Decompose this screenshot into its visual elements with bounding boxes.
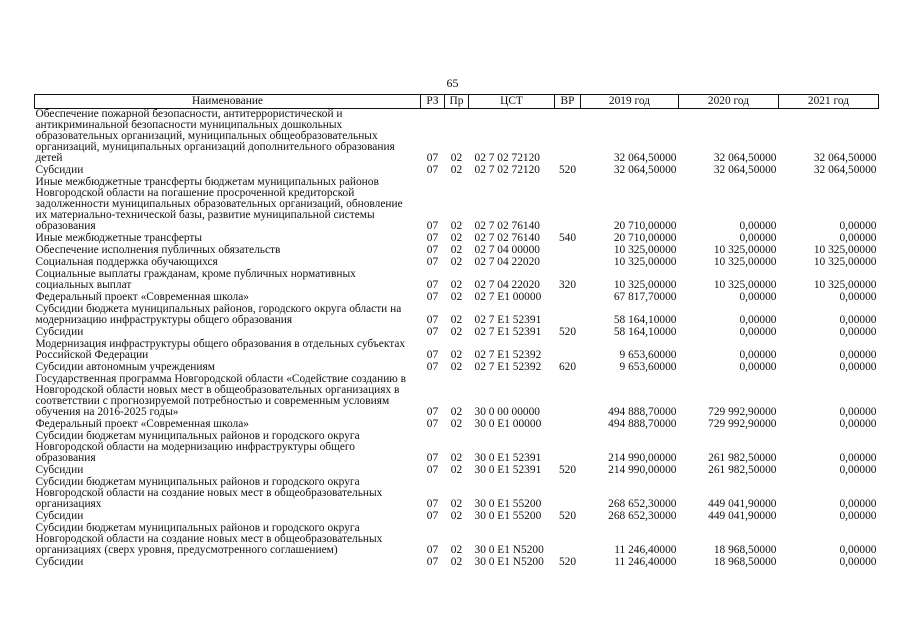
header-rz: РЗ — [421, 95, 445, 109]
row-vr: 520 — [558, 556, 577, 568]
row-rz: 07 — [426, 232, 439, 244]
row-vr — [555, 177, 581, 233]
row-name: Обеспечение исполнения публичных обязательств — [35, 244, 281, 256]
table-row — [35, 557, 879, 569]
row-2021: 0,00000 — [839, 498, 877, 510]
row-rz: 07 — [426, 314, 439, 326]
row-2021: 0,00000 — [839, 232, 877, 244]
row-name: Субсидии — [35, 464, 84, 476]
row-cst: 30 0 E1 00000 — [474, 418, 542, 430]
row-vr: 520 — [558, 164, 577, 176]
row-vr — [555, 245, 581, 257]
row-2019: 11 246,40000 — [614, 556, 677, 568]
row-cst: 02 7 04 00000 — [474, 244, 540, 256]
row-2019: 58 164,10000 — [613, 314, 677, 326]
row-2021: 0,00000 — [839, 291, 877, 303]
row-cst: 02 7 E1 52391 — [474, 326, 542, 338]
row-2019: 10 325,00000 — [613, 256, 677, 268]
row-2019: 9 653,60000 — [619, 349, 677, 361]
row-2019: 9 653,60000 — [619, 361, 677, 373]
header-2020: 2020 год — [679, 95, 779, 109]
row-name: Обеспечение пожарной безопасности, антитеррористической и антикриминальной безопасности муниципальных дошкольных образовательных организаций, муниципальных общеобразовательных организаций, муниципальных организаций дополнительного образования детей — [35, 108, 395, 164]
row-rz: 07 — [426, 326, 439, 338]
row-rz: 07 — [426, 406, 439, 418]
row-pr: 02 — [450, 220, 463, 232]
table-row — [35, 304, 879, 327]
row-pr: 02 — [450, 464, 463, 476]
row-vr — [555, 419, 581, 431]
row-2021: 0,00000 — [839, 544, 877, 556]
row-2020: 0,00000 — [739, 314, 777, 326]
row-cst: 02 7 E1 52392 — [474, 361, 542, 373]
table-body — [35, 109, 879, 570]
row-2019: 67 817,70000 — [613, 291, 677, 303]
row-2020: 0,00000 — [739, 349, 777, 361]
row-pr: 02 — [450, 152, 463, 164]
row-2021: 32 064,50000 — [813, 152, 877, 164]
row-pr: 02 — [450, 256, 463, 268]
row-2019: 214 990,00000 — [608, 452, 677, 464]
row-rz: 07 — [426, 256, 439, 268]
row-name: Субсидии — [35, 326, 84, 338]
table-header-row — [35, 95, 879, 109]
row-vr — [555, 477, 581, 511]
row-name: Иные межбюджетные трансферты бюджетам муниципальных районов Новгородской области на погашение просроченной кредиторской задолженности муниципальных образовательных организаций, обновление их материально-технической базы, развитие муниципальной системы образования — [35, 176, 403, 232]
row-name: Субсидии бюджета муниципальных районов, городского округа области на модернизацию инфраструктуры общего образования — [35, 303, 402, 326]
row-cst: 02 7 E1 00000 — [474, 291, 542, 303]
row-cst: 02 7 02 72120 — [474, 152, 540, 164]
row-2021: 0,00000 — [839, 418, 877, 430]
row-2021: 0,00000 — [839, 349, 877, 361]
row-2019: 214 990,00000 — [608, 464, 677, 476]
row-cst: 30 0 E1 52391 — [474, 464, 542, 476]
row-vr: 620 — [558, 361, 577, 373]
row-2020: 10 325,00000 — [713, 244, 777, 256]
row-2021: 0,00000 — [839, 361, 877, 373]
row-pr: 02 — [450, 361, 463, 373]
row-2019: 11 246,40000 — [614, 544, 677, 556]
table-row — [35, 477, 879, 511]
row-cst: 02 7 02 76140 — [474, 232, 540, 244]
table-row — [35, 339, 879, 362]
row-2020: 10 325,00000 — [713, 279, 777, 291]
row-cst: 30 0 E1 N5200 — [474, 556, 544, 568]
row-pr: 02 — [450, 510, 463, 522]
row-2021: 10 325,00000 — [813, 256, 877, 268]
row-cst: 30 0 E1 N5200 — [474, 544, 544, 556]
row-2020: 0,00000 — [739, 326, 777, 338]
row-2019: 268 652,30000 — [608, 510, 677, 522]
row-rz: 07 — [426, 349, 439, 361]
row-cst: 30 0 00 00000 — [474, 406, 540, 418]
page-number: 65 — [446, 76, 459, 90]
row-name: Модернизация инфраструктуры общего образования в отдельных субъектах Российской Федерации — [35, 338, 406, 361]
row-2019: 10 325,00000 — [613, 279, 677, 291]
row-cst: 30 0 E1 55200 — [474, 510, 542, 522]
row-2021: 0,00000 — [839, 406, 877, 418]
row-2021: 0,00000 — [839, 510, 877, 522]
row-2021: 0,00000 — [839, 326, 877, 338]
row-name: Федеральный проект «Современная школа» — [35, 418, 249, 430]
row-pr: 02 — [450, 498, 463, 510]
row-cst: 02 7 02 72120 — [474, 164, 540, 176]
row-2019: 32 064,50000 — [613, 152, 677, 164]
row-rz: 07 — [426, 464, 439, 476]
row-vr — [555, 257, 581, 269]
row-2020: 261 982,50000 — [708, 464, 777, 476]
row-cst: 02 7 04 22020 — [474, 256, 540, 268]
header-pr: Пр — [445, 95, 469, 109]
row-name: Иные межбюджетные трансферты — [35, 232, 203, 244]
row-pr: 02 — [450, 406, 463, 418]
row-vr: 540 — [558, 232, 577, 244]
row-rz: 07 — [426, 164, 439, 176]
row-2020: 10 325,00000 — [713, 256, 777, 268]
row-2020: 0,00000 — [739, 361, 777, 373]
row-pr: 02 — [450, 418, 463, 430]
row-cst: 30 0 E1 55200 — [474, 498, 542, 510]
row-name: Государственная программа Новгородской области «Содействие созданию в Новгородской области новых мест в общеобразовательных организациях в соответствии с прогнозируемой потребностью и современным условиям обучения на 2016-2025 годы» — [35, 373, 407, 418]
row-pr: 02 — [450, 279, 463, 291]
row-pr: 02 — [450, 556, 463, 568]
row-rz: 07 — [426, 452, 439, 464]
row-2020: 32 064,50000 — [713, 164, 777, 176]
row-cst: 02 7 E1 52392 — [474, 349, 542, 361]
row-2020: 18 968,50000 — [713, 556, 777, 568]
table-row — [35, 431, 879, 465]
row-rz: 07 — [426, 220, 439, 232]
row-2019: 10 325,00000 — [613, 244, 677, 256]
header-2021: 2021 год — [779, 95, 879, 109]
header-vr: ВР — [555, 95, 581, 109]
row-vr — [555, 431, 581, 465]
row-vr: 520 — [558, 464, 577, 476]
row-2019: 494 888,70000 — [608, 418, 677, 430]
table-row — [35, 109, 879, 166]
row-2021: 10 325,00000 — [813, 244, 877, 256]
row-2019: 494 888,70000 — [608, 406, 677, 418]
row-pr: 02 — [450, 314, 463, 326]
row-2020: 0,00000 — [739, 232, 777, 244]
row-vr: 520 — [558, 510, 577, 522]
row-2019: 58 164,10000 — [613, 326, 677, 338]
row-pr: 02 — [450, 232, 463, 244]
row-2021: 32 064,50000 — [813, 164, 877, 176]
row-vr — [555, 523, 581, 557]
row-pr: 02 — [450, 291, 463, 303]
row-name: Субсидии — [35, 164, 84, 176]
header-name: Наименование — [35, 95, 421, 109]
row-name: Субсидии бюджетам муниципальных районов и городского округа Новгородской области на создание новых мест в общеобразовательных организациях — [35, 476, 383, 510]
row-2020: 449 041,90000 — [708, 498, 777, 510]
row-vr — [555, 292, 581, 304]
row-name: Субсидии бюджетам муниципальных районов и городского округа Новгородской области на модернизацию инфраструктуры общего образования — [35, 430, 360, 464]
header-cst: ЦСТ — [469, 95, 555, 109]
row-2019: 32 064,50000 — [613, 164, 677, 176]
row-vr — [555, 374, 581, 419]
row-2021: 0,00000 — [839, 452, 877, 464]
row-pr: 02 — [450, 164, 463, 176]
row-2020: 261 982,50000 — [708, 452, 777, 464]
row-vr: 520 — [558, 326, 577, 338]
row-2020: 18 968,50000 — [713, 544, 777, 556]
row-2020: 729 992,90000 — [708, 418, 777, 430]
row-rz: 07 — [426, 361, 439, 373]
row-2021: 10 325,00000 — [813, 279, 877, 291]
row-rz: 07 — [426, 291, 439, 303]
row-2019: 20 710,00000 — [613, 220, 677, 232]
row-name: Федеральный проект «Современная школа» — [35, 291, 249, 303]
row-pr: 02 — [450, 326, 463, 338]
row-name: Субсидии автономным учреждениям — [35, 361, 215, 373]
row-cst: 30 0 E1 52391 — [474, 452, 542, 464]
row-2021: 0,00000 — [839, 220, 877, 232]
row-vr — [555, 339, 581, 362]
row-rz: 07 — [426, 418, 439, 430]
row-2021: 0,00000 — [839, 464, 877, 476]
row-pr: 02 — [450, 244, 463, 256]
table-row — [35, 269, 879, 292]
row-2021: 0,00000 — [839, 556, 877, 568]
row-name: Субсидии бюджетам муниципальных районов и городского округа Новгородской области на создание новых мест в общеобразовательных организациях (сверх уровня, предусмотренного соглашением) — [35, 522, 383, 556]
table-row — [35, 523, 879, 557]
header-2019: 2019 год — [581, 95, 679, 109]
row-name: Социальные выплаты гражданам, кроме публичных нормативных социальных выплат — [35, 268, 356, 291]
row-pr: 02 — [450, 544, 463, 556]
row-pr: 02 — [450, 349, 463, 361]
row-name: Субсидии — [35, 556, 84, 568]
row-name: Социальная поддержка обучающихся — [35, 256, 218, 268]
row-2020: 32 064,50000 — [713, 152, 777, 164]
row-cst: 02 7 02 76140 — [474, 220, 540, 232]
row-name: Субсидии — [35, 510, 84, 522]
row-rz: 07 — [426, 498, 439, 510]
row-2020: 449 041,90000 — [708, 510, 777, 522]
row-2019: 268 652,30000 — [608, 498, 677, 510]
table-row — [35, 177, 879, 233]
row-vr — [555, 304, 581, 327]
row-vr: 320 — [558, 279, 577, 291]
row-cst: 02 7 E1 52391 — [474, 314, 542, 326]
row-pr: 02 — [450, 452, 463, 464]
row-2021: 0,00000 — [839, 314, 877, 326]
row-rz: 07 — [426, 556, 439, 568]
row-rz: 07 — [426, 279, 439, 291]
row-2020: 0,00000 — [739, 220, 777, 232]
row-2019: 20 710,00000 — [613, 232, 677, 244]
table-row — [35, 374, 879, 419]
row-2020: 729 992,90000 — [708, 406, 777, 418]
row-cst: 02 7 04 22020 — [474, 279, 540, 291]
row-rz: 07 — [426, 510, 439, 522]
row-vr — [555, 109, 581, 166]
budget-table — [34, 94, 879, 569]
row-rz: 07 — [426, 152, 439, 164]
row-rz: 07 — [426, 544, 439, 556]
row-rz: 07 — [426, 244, 439, 256]
row-2020: 0,00000 — [739, 291, 777, 303]
